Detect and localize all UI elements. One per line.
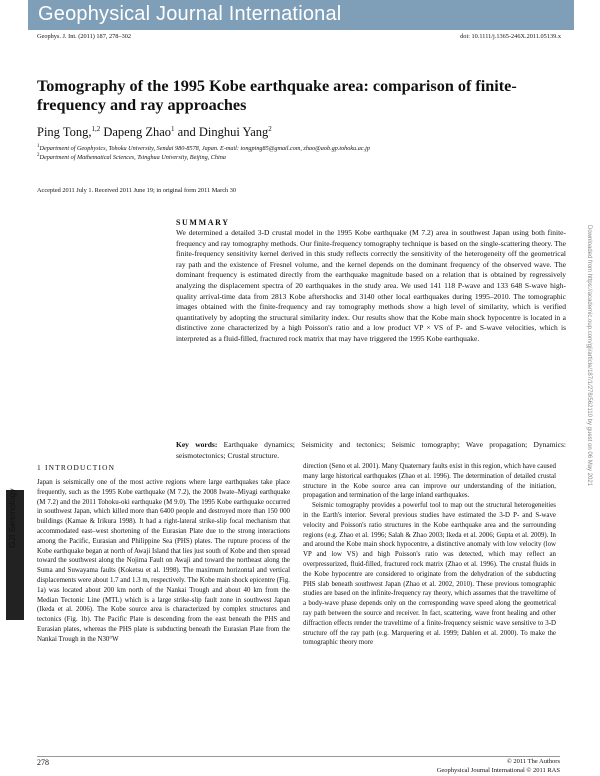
authors [37,125,272,140]
copyright-line: © 2011 The Authors [506,758,560,765]
author-name: and Dinghui Yang [174,125,269,140]
author-affil-mark: 1 [171,125,175,133]
doi-line: doi: 10.1111/j.1365-246X.2011.05139.x [460,33,561,40]
section-heading: 1 INTRODUCTION [37,463,116,472]
summary-heading: SUMMARY [176,218,230,227]
paragraph: direction (Seno et al. 2001). Many Quaternary faults exist in this region, which have caused many large historical earthquakes (Zhao et al. 1996). The determination of detailed crustal structure in the Kobe source area can improve our understanding of the initiation, propagation and termination of the large inland earthquakes. [303,463,556,500]
summary-text: We determined a detailed 3-D crustal model in the 1995 Kobe earthquake (M 7.2) area in southwest Japan using both finite-frequency and ray tomography methods. Our finite-frequency tomography technique is based on the single-scattering theory. The finite-frequency sensitivity kernel derived in this study reflects correctly the sensitivity of the heterogeneity off the geometrical ray path and the existence of Fresnel volume, and the kernel depends on the dominant frequency of the observed wave. The dominant frequency is estimated directly from the earthquake magnitude based on a relation that is obtained by regressively analyzing the displacement spectra of 20 earthquakes in the study area. We used 141 118 P-wave and 133 648 S-wave high-quality arrival-time data from 2813 Kobe aftershocks and 3140 other local earthquakes during 1995–2010. The tomographic images obtained with the finite-frequency and ray tomography methods show a high level of similarity, which is verified quantitatively by adopting the structural similarity index. Our results show that the Kobe main shock hypocentre is located in a distinctive zone characterized by a high Poisson's ratio and a low product VP × VS of P- and S-wave velocities, which is interpreted as a fluid-filled, fractured rock matrix that may have triggered the 1995 Kobe earthquake. [176,228,566,343]
author-name: Ping Tong, [37,125,92,140]
column-left [37,478,290,645]
keywords-list: Earthquake dynamics; Seismicity and tectonics; Seismic tomography; Wave propagation; Dynamics: seismotectonics; Crustal structure. [176,440,566,460]
paragraph: Japan is seismically one of the most active regions where large earthquakes take place frequently, such as the 1995 Kobe earthquake (M 7.2), the 2008 Iwate–Miyagi earthquake (M 7.2) and the 2011 Tohoku-oki earthquake (M 9.0). The 1995 Kobe earthquake occurred in southwest Japan, which killed more than 6400 people and destroyed more than 150 000 buildings (Kamae & Irikura 1998). It had a right-lateral strike-slip focal mechanism that accommodated east–west shortening of the Eurasian Plate due to the strong interactions among the Pacific, Eurasian and Philippine Sea (PHS) plates. The rupture process of the Kobe earthquake began at north of Awaji Island that lies just south of Kobe and then spread toward the southwest along the Nojima Fault on Awaji and toward the northeast along the Suma and Suwayama faults (Koketsu et al. 1998). The maximum horizontal and vertical displacements were about 1.7 and 1.3 m, respectively. The Kobe main shock epicentre (Fig. 1a) was located about 200 km north of the Nankai Trough and about 40 km from the Median Tectonic Line (MTL) which is a large strike-slip fault zone in southwest Japan (Ikeda et al. 2006). The Kobe source area is characterized by complex structures and tectonics (Fig. 1b). The Pacific Plate is descending from the east beneath the PHS and Eurasian plates, whereas the PHS plate is subducting beneath the Eurasian Plate from the Nankai Trough in the N30°W [37,479,290,643]
journal-banner [28,0,574,30]
citation-line: Geophys. J. Int. (2011) 187, 278–302 [37,33,132,40]
column-right [303,462,556,648]
page-number: 278 [37,758,49,767]
copyright-line: Geophysical Journal International © 2011 RAS [436,767,560,774]
author-affil-mark: 2 [268,125,272,133]
affiliation-mark: 1 [37,144,40,149]
paper-title: Tomography of the 1995 Kobe earthquake area: comparison of finite-frequency and ray approaches [37,77,517,114]
footer-rule [37,756,560,757]
author-affil-mark: 1,2 [91,125,101,133]
affiliation-1 [37,144,370,152]
keywords [176,440,566,461]
keywords-label: Key words: [176,440,218,449]
affiliation-text: Department of Mathematical Sciences, Tsinghua University, Beijing, China [39,154,226,162]
affiliation-mark: 2 [37,153,40,158]
accepted-dates: Accepted 2011 July 1. Received 2011 June 19; in original form 2011 March 30 [37,187,237,194]
paragraph: Seismic tomography provides a powerful tool to map out the structural heterogeneities in the Earth's interior. Several previous studies have estimated the 3-D P- and S-wave velocity and Poisson's ratio structures in the Kobe earthquake area and the surrounding regions (e.g. Zhao et al. 1996; Salah & Zhao 2003; Ikeda et al. 2006; Gupta et al. 2009). In and around the Kobe main shock hypocentre, a distinctive anomaly with low velocity (low VP and low VS) and high Poisson's ratio was detected, which may reflect an overpressurized, fluid-filled, fractured rock matrix (Zhao et al. 1996). The crustal fluids in the Kobe hypocentre are considered to originate from the dehydration of the subducting PHS slab beneath southwest Japan (Zhao et al. 2002, 2010). These previous tomographic studies are based on the infinite-frequency ray theory, which assumes that the traveltime of a body-wave phase depends only on the corresponding wave speed along the geometrical ray path between the source and receiver. In fact, scattering, wave front healing and other diffraction effects render the traveltime of a finite-frequency seismic wave sensitive to 3-D structure off the ray path (e.g. Marquering et al. 1999; Dahlen et al. 2000). To make the tomographic theory more [303,502,556,647]
download-watermark: Downloaded from https://academic.oup.com/gji/article/187/1/278/562110 by guest on 06 May 2021 [586,225,592,487]
journal-title: Geophysical Journal International [38,3,342,25]
affiliation-2 [37,153,226,161]
section-side-label: GJI Seismology [7,488,17,548]
affiliation-text: Department of Geophysics, Tohoku University, Sendai 980-8578, Japan. E-mail: tongping85@gmail.com, zhao@aob.gp.tohoku.ac.jp [39,145,370,153]
author-name: Dapeng Zhao [100,125,172,140]
